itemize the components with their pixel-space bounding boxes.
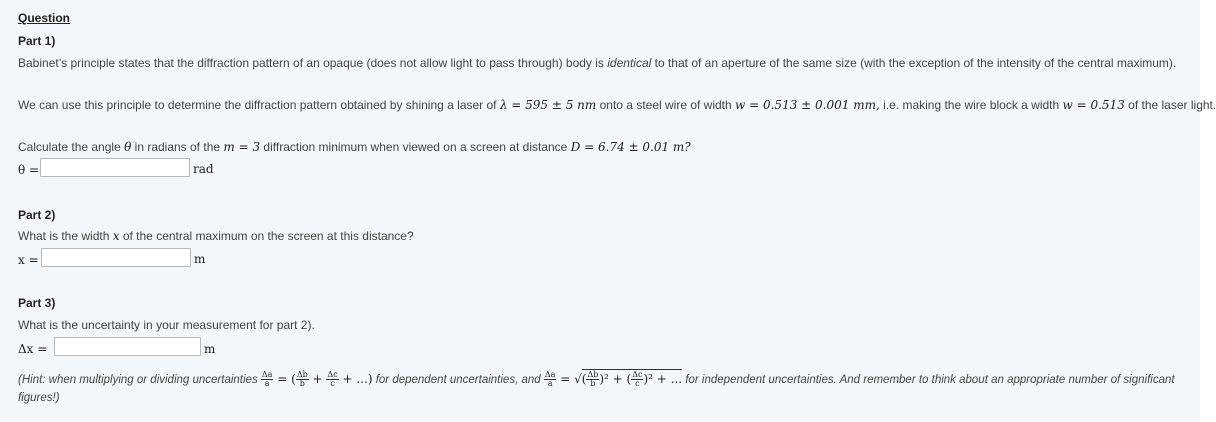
part1-calc-a: Calculate the angle [18, 140, 125, 154]
part1-intro [18, 56, 1176, 70]
lambda-value: λ = 595 ± 5 nm [499, 98, 597, 112]
part1-setup-b: onto a steel wire of width [596, 98, 736, 112]
frac-db-b-2: $\frac{\Delta b}{b}$ [587, 370, 599, 388]
frac-db-b: $\frac{\Delta b}{b}$ [296, 370, 308, 388]
frac-da-a: $\frac{\Delta a}{a}$ [261, 370, 273, 388]
hint-line [18, 369, 1175, 388]
part2-prompt-a: What is the width [18, 229, 113, 243]
part1-intro-em: identical [607, 56, 652, 70]
sqrt-expression: ( $\frac{\Delta b}{b}$ )² + ( $\frac{\Delta c}{c}$ )² + ... [581, 370, 683, 388]
order-m-value: m = 3 [223, 140, 261, 154]
dx-answer-input[interactable] [54, 337, 201, 356]
part1-setup [18, 98, 1216, 112]
part1-intro-b: to that of an aperture of the same size (with the exception of the intensity of the central maximum). [651, 56, 1177, 70]
part1-setup-c: i.e. making the wire block a width [879, 98, 1063, 112]
hint-intro: (Hint: when multiplying or dividing uncertainties [18, 374, 258, 386]
x-symbol: x [112, 229, 120, 243]
part2-prompt [18, 229, 414, 243]
hint-dependent: for dependent uncertainties, and [375, 374, 541, 386]
part1-title: Part 1) [18, 34, 56, 48]
question-link[interactable]: Question [18, 11, 71, 25]
frac-dc-c: $\frac{\Delta c}{c}$ [327, 370, 338, 388]
frac-dc-c-2: $\frac{\Delta c}{c}$ [632, 370, 643, 388]
theta-answer-input[interactable] [40, 158, 190, 177]
part2-prompt-b: of the central maximum on the screen at this distance? [119, 229, 414, 243]
part1-setup-d: of the laser light. [1124, 98, 1216, 112]
distance-value: D = 6.74 ± 0.01 m? [570, 140, 691, 154]
part1-calc-b: in radians of the [131, 140, 224, 154]
theta-symbol: θ [124, 140, 132, 154]
part1-intro-a: Babinet’s principle states that the diffraction pattern of an opaque (does not allow light to pass through) body is [18, 56, 608, 70]
independent-formula: $\frac{\Delta a}{a}$ = √( $\frac{\Delta b}{b}$ )² + ( $\frac{\Delta c}{c}$ )² + ... [544, 370, 683, 388]
part1-setup-a: We can use this principle to determine the diffraction pattern obtained by shining a laser of [18, 98, 500, 112]
hint-independent: for independent uncertainties. And remember to think about an appropriate number of significant [685, 374, 1175, 386]
theta-answer-label: θ = [18, 163, 40, 177]
part3-title: Part 3) [18, 296, 56, 310]
x-answer-label: x = [18, 253, 39, 267]
hint-end: figures!) [18, 392, 60, 404]
part3-prompt: What is the uncertainty in your measurement for part 2). [18, 318, 315, 332]
x-unit: m [194, 252, 206, 266]
part2-title: Part 2) [18, 208, 56, 222]
theta-unit: rad [193, 162, 214, 176]
x-answer-input[interactable] [41, 248, 191, 267]
frac-da-a-2: $\frac{\Delta a}{a}$ [544, 370, 556, 388]
dependent-formula: $\frac{\Delta a}{a}$ = ( $\frac{\Delta b}{b}$ + $\frac{\Delta c}{c}$ + ...) [261, 370, 373, 388]
wire-width-value: w = 0.513 ± 0.001 mm, [735, 98, 880, 112]
part1-calc [18, 140, 691, 154]
wire-width-short: w = 0.513 [1062, 98, 1125, 112]
part1-calc-c: diffraction minimum when viewed on a screen at distance [260, 140, 571, 154]
dx-unit: m [204, 342, 216, 356]
dx-answer-label: Δx = [18, 342, 48, 356]
